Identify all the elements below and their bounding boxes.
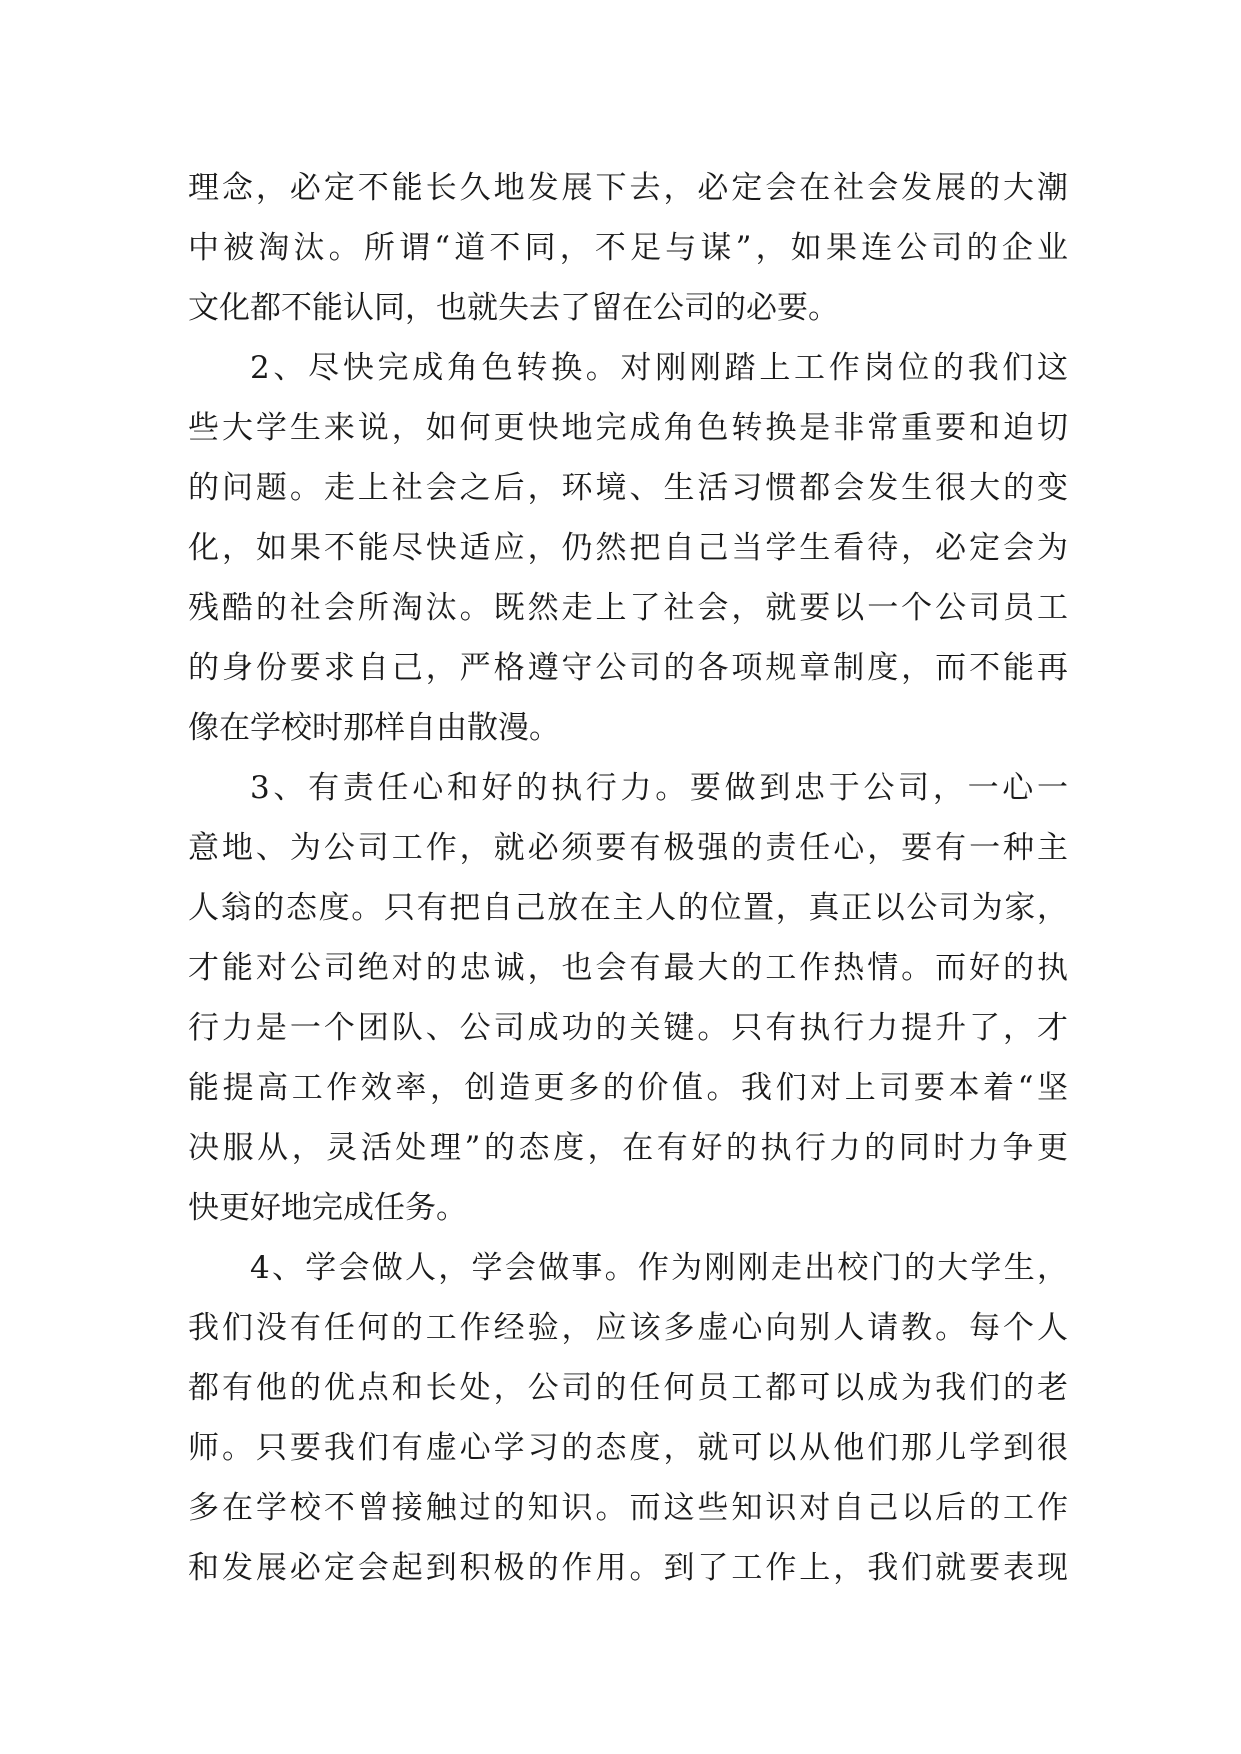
text-line: 残酷的社会所淘汰。既然走上了社会，就要以一个公司员工 [188, 590, 1068, 626]
text-line: 的身份要求自己，严格遵守公司的各项规章制度，而不能再 [188, 650, 1068, 686]
text-line: 行力是一个团队、公司成功的关键。只有执行力提升了，才 [188, 1010, 1068, 1046]
text-line: 人翁的态度。只有把自己放在主人的位置，真正以公司为家， [188, 890, 1068, 926]
text-line: 4、学会做人，学会做事。作为刚刚走出校门的大学生， [250, 1250, 1068, 1286]
text-line: 理念，必定不能长久地发展下去，必定会在社会发展的大潮 [188, 170, 1068, 206]
text-line: 化，如果不能尽快适应，仍然把自己当学生看待，必定会为 [188, 530, 1068, 566]
text-line: 快更好地完成任务。 [188, 1190, 467, 1226]
text-line: 决服从，灵活处理”的态度，在有好的执行力的同时力争更 [188, 1130, 1068, 1166]
text-line: 3、有责任心和好的执行力。要做到忠于公司，一心一 [250, 770, 1068, 806]
document-body [188, 158, 1068, 1598]
paragraph [188, 338, 1068, 758]
text-line: 的问题。走上社会之后，环境、生活习惯都会发生很大的变 [188, 470, 1068, 506]
text-line: 意地、为公司工作，就必须要有极强的责任心，要有一种主 [188, 830, 1068, 866]
text-line: 文化都不能认同，也就失去了留在公司的必要。 [188, 290, 839, 326]
text-line: 我们没有任何的工作经验，应该多虚心向别人请教。每个人 [188, 1310, 1068, 1346]
text-line: 师。只要我们有虚心学习的态度，就可以从他们那儿学到很 [188, 1430, 1068, 1466]
text-line: 多在学校不曾接触过的知识。而这些知识对自己以后的工作 [188, 1490, 1068, 1526]
paragraph [188, 758, 1068, 1238]
text-line: 些大学生来说，如何更快地完成角色转换是非常重要和迫切 [188, 410, 1068, 446]
text-line: 能提高工作效率，创造更多的价值。我们对上司要本着“坚 [188, 1070, 1068, 1106]
paragraph [188, 158, 1068, 338]
text-line: 2、尽快完成角色转换。对刚刚踏上工作岗位的我们这 [250, 350, 1068, 386]
text-line: 才能对公司绝对的忠诚，也会有最大的工作热情。而好的执 [188, 950, 1068, 986]
text-line: 中被淘汰。所谓“道不同，不足与谋”，如果连公司的企业 [188, 230, 1068, 266]
paragraph [188, 1238, 1068, 1598]
text-line: 都有他的优点和长处，公司的任何员工都可以成为我们的老 [188, 1370, 1068, 1406]
text-line: 和发展必定会起到积极的作用。到了工作上，我们就要表现 [188, 1550, 1068, 1586]
text-line: 像在学校时那样自由散漫。 [188, 710, 560, 746]
